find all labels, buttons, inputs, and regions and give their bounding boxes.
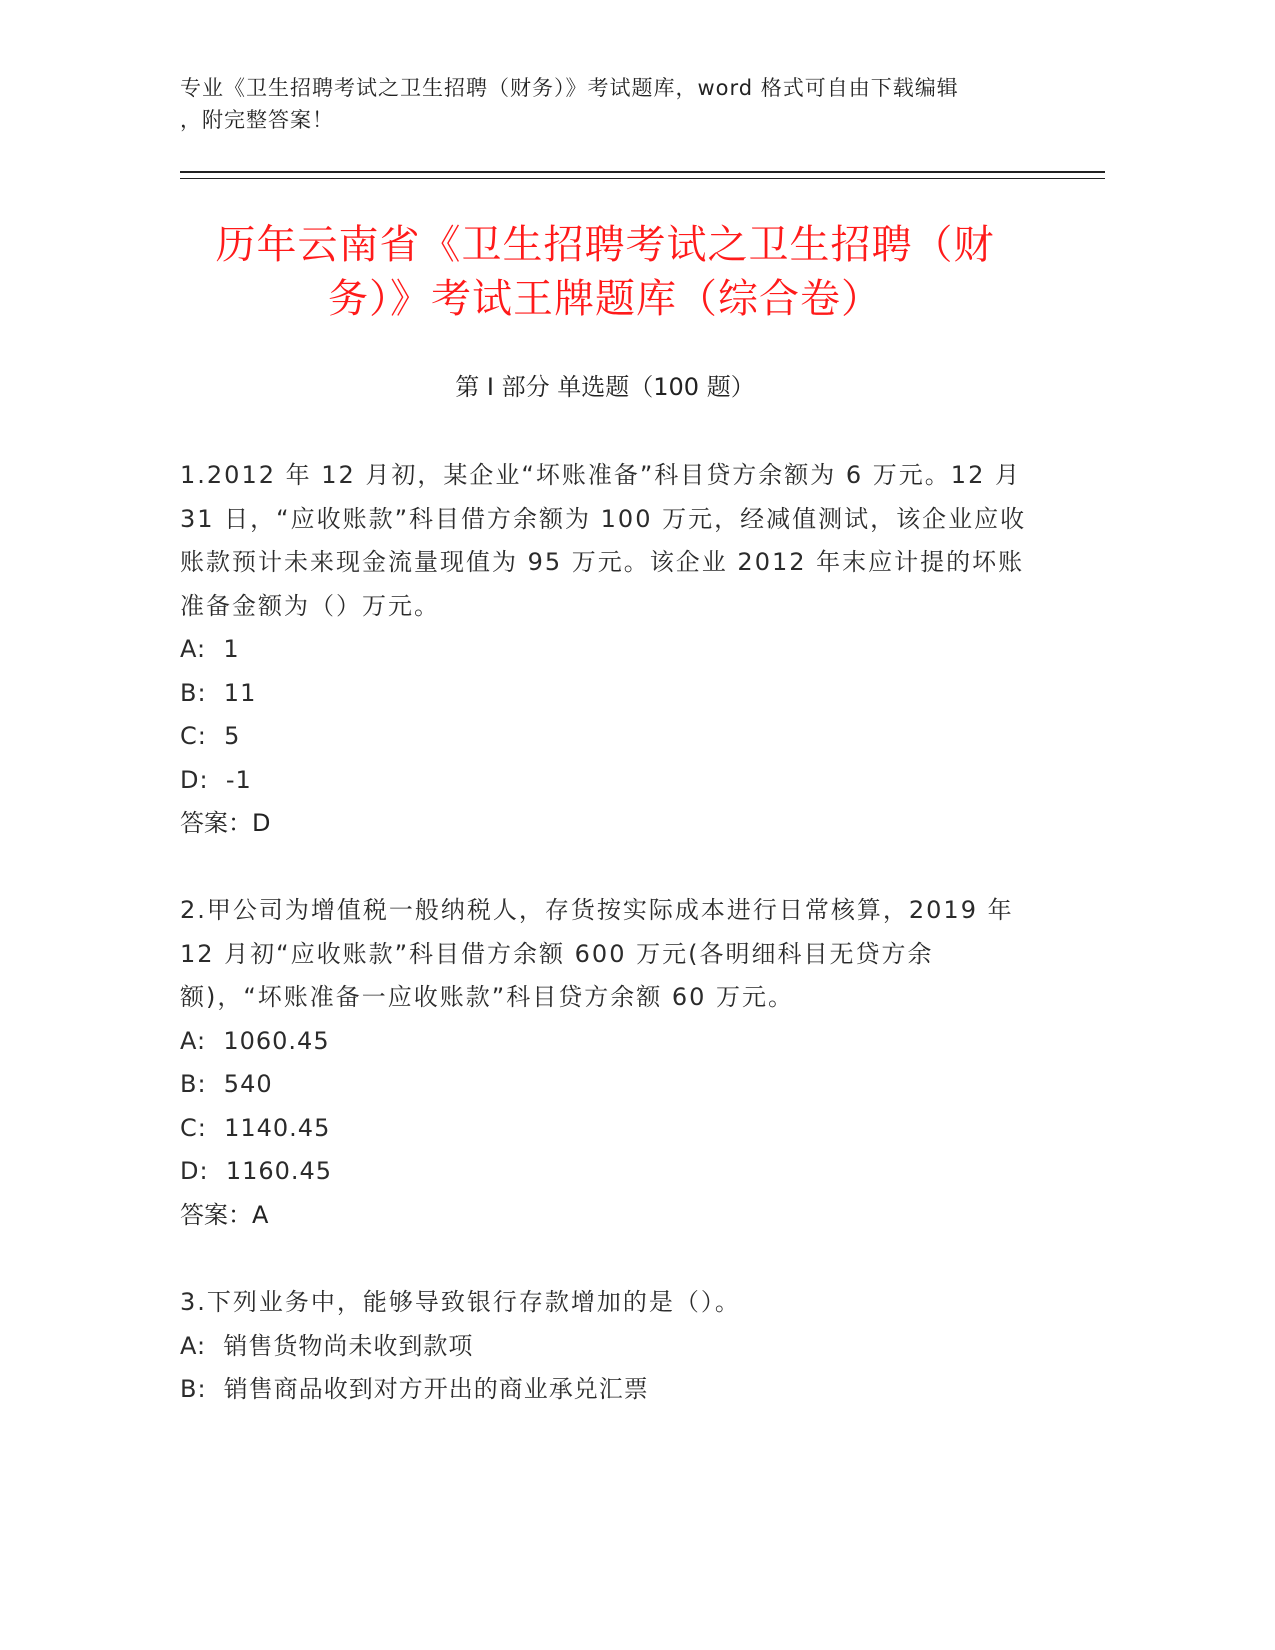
option-b: B: 销售商品收到对方开出的商业承兑汇票 [180, 1375, 649, 1403]
header-note-line-1: 专业《卫生招聘考试之卫生招聘（财务）》考试题库，word 格式可自由下载编辑 [180, 76, 959, 100]
answer-label: 答案：D [180, 809, 271, 837]
document-title [150, 218, 1060, 326]
question-1 [180, 454, 1030, 846]
option-a: A: 1 [180, 635, 240, 663]
option-b: B: 11 [180, 678, 257, 707]
option-b: B: 540 [180, 1070, 273, 1098]
section-title: 第 I 部分 单选题（100 题） [455, 373, 755, 401]
question-3 [180, 1281, 1030, 1412]
document-title-line-1: 历年云南省《卫生招聘考试之卫生招聘（财 [215, 222, 995, 268]
header-note [180, 72, 1060, 136]
header-divider-thin [180, 178, 1105, 179]
question-2 [180, 889, 1030, 1237]
question-text: 2.甲公司为增值税一般纳税人，存货按实际成本进行日常核算，2019 年 12 月初“应收账款”科目借方余额 600 万元(各明细科目无贷方余额)，“坏账准备一应收账款”科目贷方余额 60 万元。 [180, 896, 1014, 1011]
option-d: D: 1160.45 [180, 1157, 333, 1185]
document-title-line-2: 务）》考试王牌题库（综合卷） [328, 276, 882, 322]
header-divider-thick [180, 171, 1105, 173]
header-note-line-2: ，附完整答案！ [180, 108, 334, 132]
option-a: A: 1060.45 [180, 1026, 330, 1055]
question-text: 1.2012 年 12 月初，某企业“坏账准备”科目贷方余额为 6 万元。12 月 31 日，“应收账款”科目借方余额为 100 万元，经减值测试，该企业应收账款预计未来现金流量现值为 95 万元。该企业 2012 年末应计提的坏账准备金额为（）万元。 [180, 461, 1027, 620]
answer-label: 答案：A [180, 1200, 269, 1229]
option-a: A: 销售货物尚未收到款项 [180, 1331, 474, 1360]
option-c: C: 1140.45 [180, 1113, 331, 1142]
option-c: C: 5 [180, 722, 241, 750]
option-d: D: -1 [180, 765, 252, 794]
question-text: 3.下列业务中，能够导致银行存款增加的是（）。 [180, 1288, 741, 1316]
